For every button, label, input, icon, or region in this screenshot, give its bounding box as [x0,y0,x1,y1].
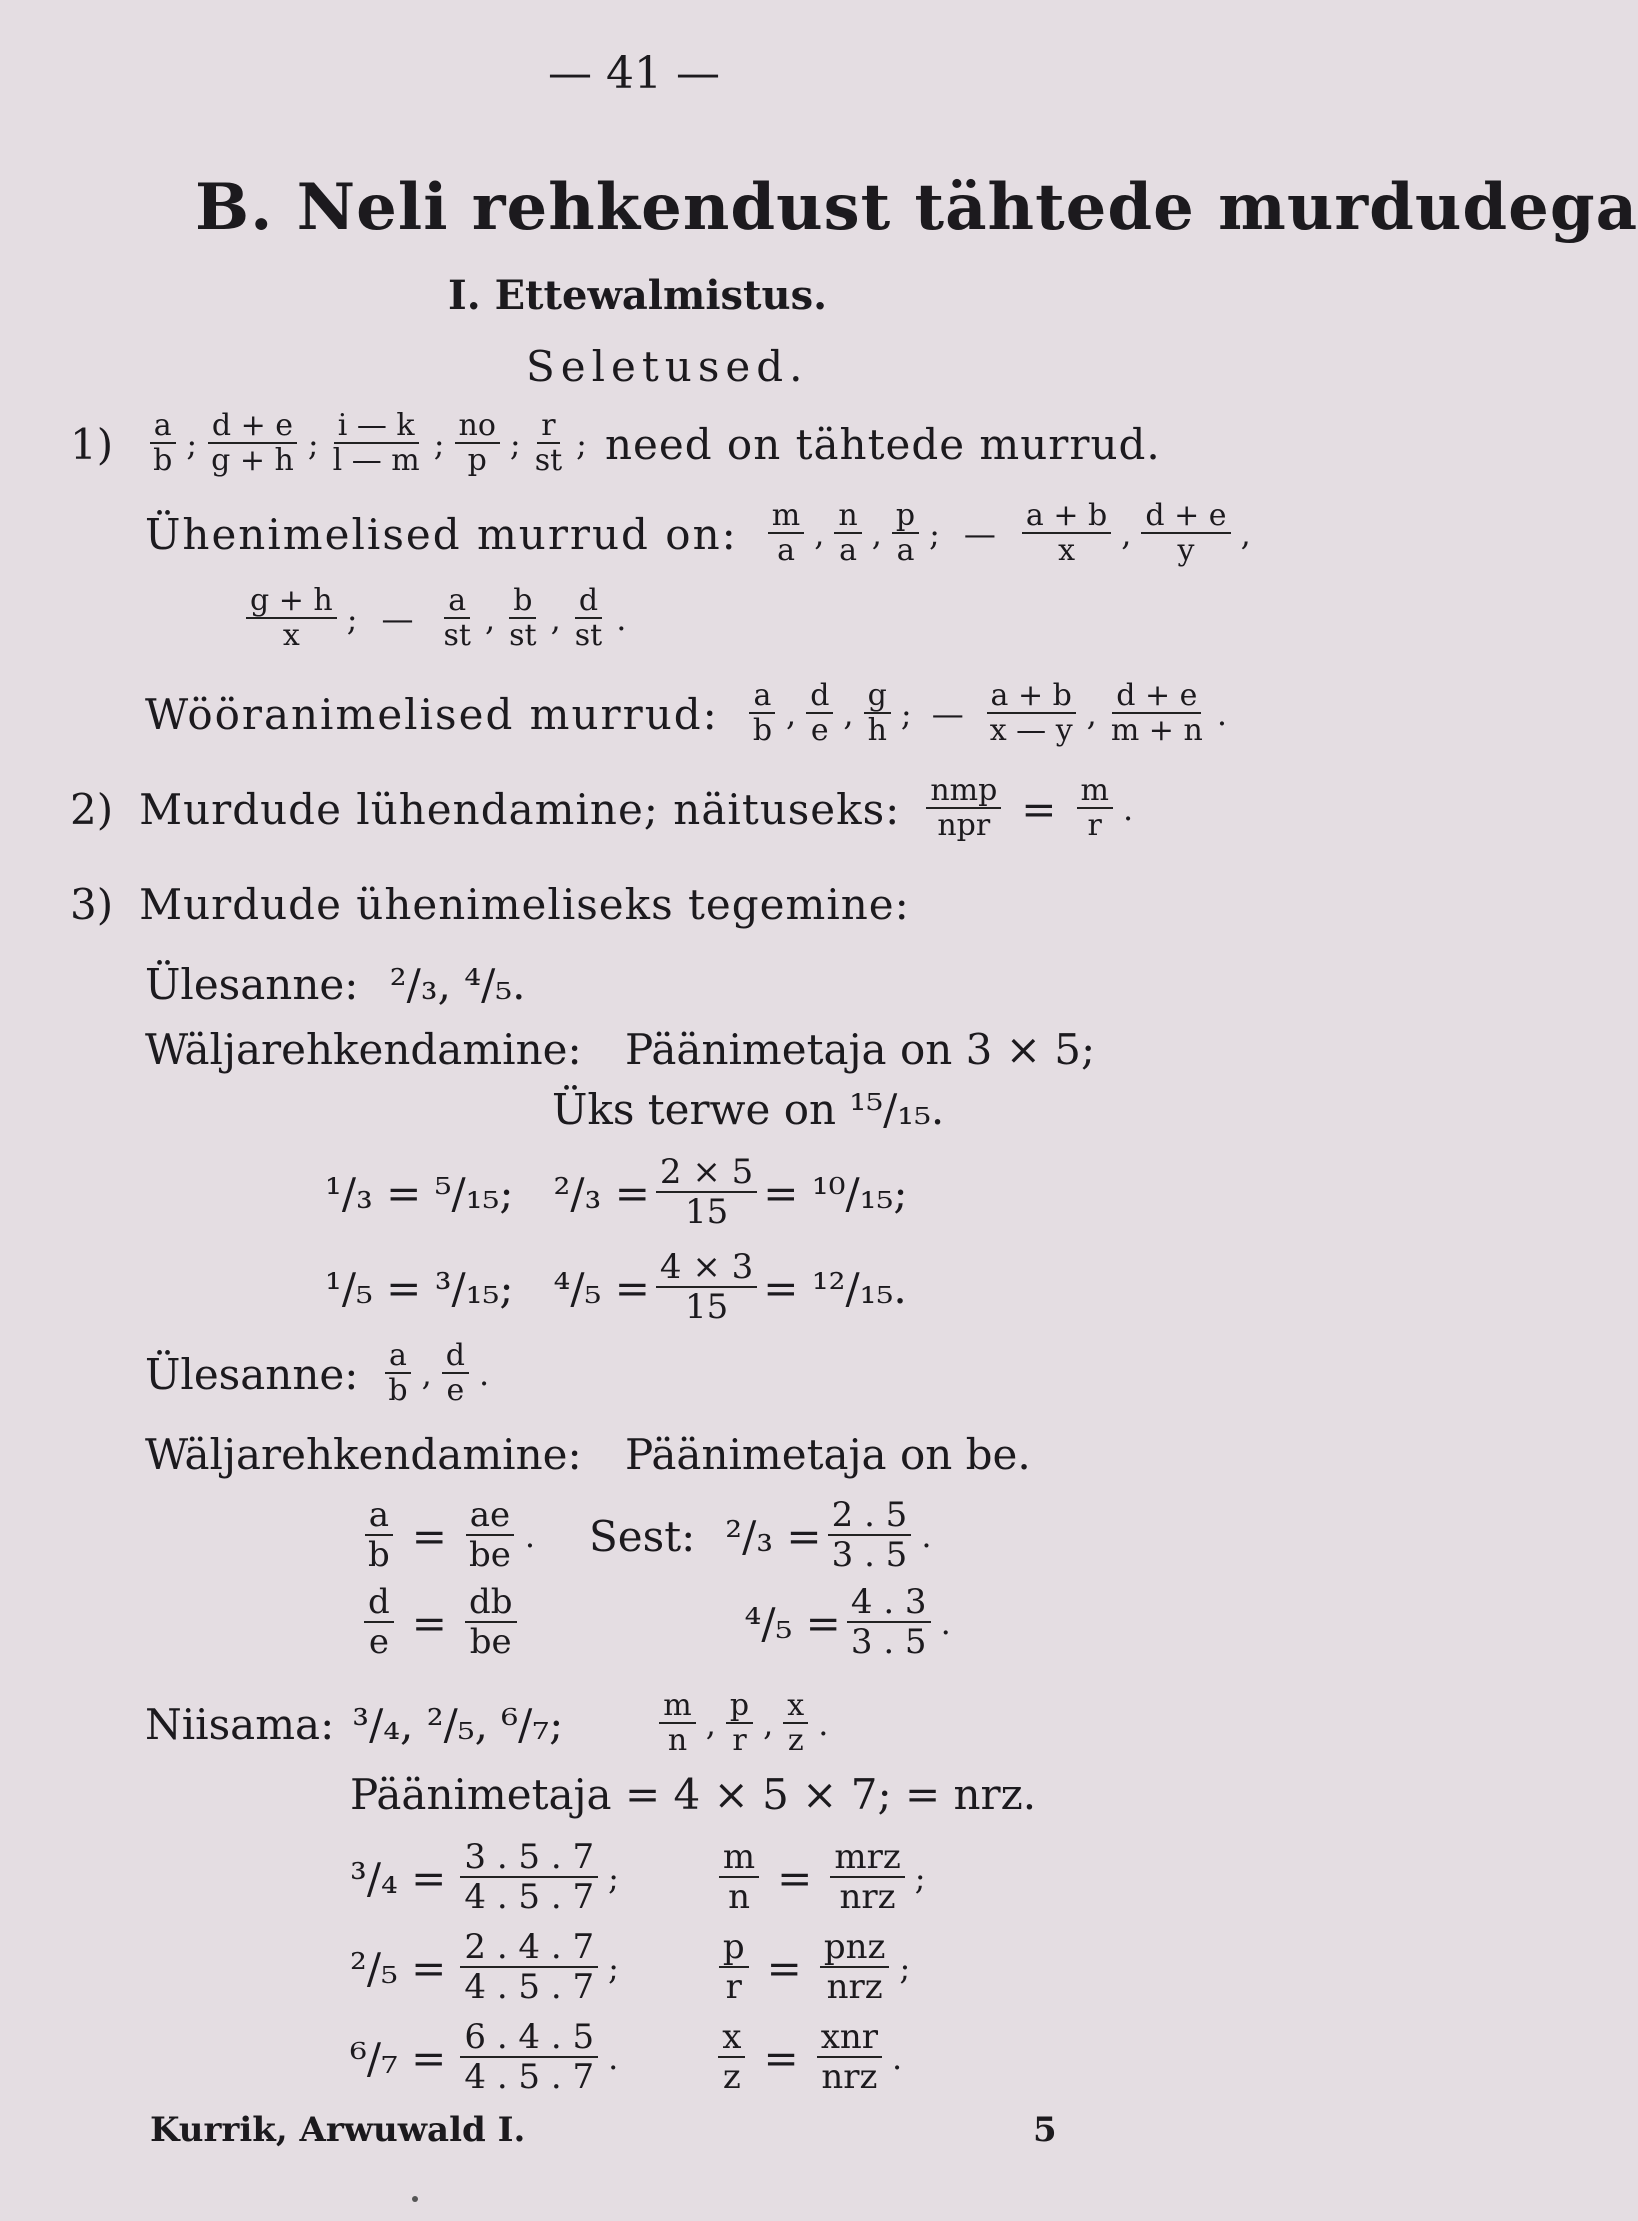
item-1-tail: need on tähtede murrud. [604,419,1161,469]
ex3-row-lhs: ²/₅ = [350,1943,447,1993]
fraction-denominator: h [867,712,887,748]
ex2-row-2: $\frac{d}{e}$ = $\frac{db}{be}$ ⁴/₅ = $\frac{4 . 3}{3 . 5}$ . [358,1585,955,1662]
fraction-numerator: n [834,500,861,534]
fraction [768,500,804,568]
fraction-numerator: a [444,585,470,619]
fraction-numerator: pnz [820,1930,890,1968]
footer-sheet-number: 5 [1033,2110,1057,2150]
fraction-numerator: d + e [1141,500,1230,534]
fraction-denominator: be [468,1534,511,1575]
fraction [364,1495,394,1575]
fraction-denominator: nrz [821,2056,878,2097]
fraction-denominator: x [1058,532,1076,568]
fraction-denominator: 15 [684,1191,729,1232]
ex3-label: Niisama: [145,1699,335,1749]
fraction-numerator: a + b [1022,500,1111,534]
fraction-numerator: d [442,1340,469,1374]
fraction-numerator: a + b [987,680,1076,714]
fraction-denominator: z [787,1722,804,1758]
uhenimelised-line-1: Ühenimelised murrud on: $\frac{m}{a}$ , $\frac{n}{a}$ , $\frac{p}{a}$ ; — $\frac{a + b}{x}$ , $\frac{d + e}{y}$ , [145,498,1251,568]
fraction-numerator: d + e [1112,680,1201,714]
fraction-numerator: 3 . 5 . 7 [460,1840,598,1878]
seletused-heading: Seletused. [526,342,809,391]
fraction-denominator: 3 . 5 [831,1534,908,1575]
fraction-numerator: nmp [926,775,1001,809]
fraction [656,1152,757,1232]
wooranimelised-label: Wööranimelised murrud: [145,689,719,739]
ex1-row1a: ¹/₃ = ⁵/₁₅; [325,1168,514,1218]
item-2-number: 2) [70,784,114,834]
ex1-row1d: = ¹⁰/₁₅; [763,1168,908,1218]
fraction-denominator: r [1087,807,1102,843]
ex2-task-line: Ülesanne: $\frac{a}{b}$ , $\frac{d}{e}$ . [145,1338,490,1408]
fraction-numerator: m [719,1840,759,1878]
ex2-expl-line [145,1430,1031,1479]
fraction-numerator: d [364,1585,394,1623]
fraction-denominator: st [509,617,537,653]
fraction-numerator: r [537,410,559,444]
item-3-line [70,880,910,929]
fraction [364,1582,394,1662]
fraction-numerator: g [864,680,891,714]
fraction-numerator: m [1077,775,1113,809]
fraction-denominator: 3 . 5 [850,1621,927,1662]
ex3-row-lhs: ³/₄ = [350,1853,447,1903]
fraction-denominator: st [443,617,471,653]
fraction-numerator: i — k [334,410,419,444]
fraction-denominator: b [153,442,173,478]
subsection-title: I. Ettewalmistus. [448,272,828,319]
fraction-denominator: l — m [332,442,420,478]
fraction [783,1690,808,1758]
ex2-s2lhs: ⁴/₅ = [744,1598,841,1648]
fraction-denominator: npr [937,807,991,843]
ex1-row2b: ⁴/₅ = [553,1263,650,1313]
fraction-denominator: st [534,442,563,478]
fraction-denominator: a [896,532,915,568]
item-1-number: 1) [70,419,114,469]
fraction [531,410,566,478]
fraction-denominator: 4 . 5 . 7 [464,2056,595,2097]
item-2-label: Murdude lühendamine; näituseks: [139,784,901,834]
fraction-denominator: x [282,617,300,653]
fraction-numerator: 4 . 3 [847,1585,931,1623]
fraction-denominator: st [574,617,603,653]
fraction [1107,680,1207,748]
ex3-task-line: Niisama: ³/₄, ²/₅, ⁶/₇; $\frac{m}{n}$ , $\frac{p}{r}$ , $\frac{x}{z}$ . [145,1688,829,1758]
ink-dot [412,2196,418,2202]
fraction [149,410,176,478]
fraction [864,680,891,748]
wooranimelised-line: Wööranimelised murrud: $\frac{a}{b}$ , $\frac{d}{e}$ , $\frac{g}{h}$ ; — $\frac{a + b}{x — y}$ , $\frac{d + e}{m + n}$ . [145,678,1227,748]
fraction-numerator: a [150,410,176,444]
ex2-label: Ülesanne: [145,1349,359,1399]
fraction-denominator: m + n [1110,712,1203,748]
fraction-denominator: nrz [826,1966,883,2007]
fraction [726,1690,753,1758]
fraction [656,1247,757,1327]
fraction [986,680,1077,748]
fraction [718,2017,745,2097]
fraction-numerator: a [385,1340,411,1374]
ex2-s1lhs: ²/₃ = [725,1511,822,1561]
fraction-denominator: x — y [989,712,1073,748]
fraction-numerator: ae [466,1498,514,1536]
fraction-denominator: b [388,1372,408,1408]
fraction-denominator: z [722,2056,741,2097]
fraction [719,1837,759,1917]
fraction [1022,500,1111,568]
fraction [384,1340,411,1408]
ex2-expl: Päänimetaja on be. [625,1430,1031,1479]
fraction-denominator: 15 [684,1286,729,1327]
ex1-row2a: ¹/₅ = ³/₁₅; [325,1263,514,1313]
fraction-numerator: x [718,2020,745,2058]
ex3-task: ³/₄, ²/₅, ⁶/₇; [352,1699,564,1749]
ex1-expl-1: Päänimetaja on 3 × 5; [625,1025,1096,1074]
fraction-denominator: b [368,1534,390,1575]
fraction [1077,775,1113,843]
fraction [828,1495,912,1575]
fraction-numerator: p [719,1930,749,1968]
fraction-denominator: be [469,1621,512,1662]
fraction-numerator: d + e [208,410,297,444]
fraction-numerator: 4 × 3 [656,1250,757,1288]
uhenimelised-label: Ühenimelised murrud on: [145,509,738,559]
fraction-numerator: 6 . 4 . 5 [460,2020,598,2058]
fraction [719,1927,749,2007]
fraction [820,1927,890,2007]
fraction [926,775,1001,843]
ex1-expl-line [145,1025,1095,1074]
ex1-row-2 [325,1247,907,1327]
ex2-expl-label: Wäljarehkendamine: [145,1430,582,1479]
ex3-row-lhs: ⁶/₇ = [350,2033,447,2083]
fraction-denominator: n [728,1876,750,1917]
fraction-denominator: a [839,532,858,568]
item-3-label: Murdude ühenimeliseks tegemine: [139,880,910,929]
fraction-numerator: m [768,500,804,534]
fraction-numerator: x [783,1690,808,1724]
fraction [460,1837,598,1917]
fraction [892,500,919,568]
ex3-paanimetaja: Päänimetaja = 4 × 5 × 7; = nrz. [350,1770,1037,1819]
ex1-label: Ülesanne: [145,960,359,1009]
ex3-row-3: ⁶/₇ = $\frac{6 . 4 . 5}{4 . 5 . 7}$ . $\frac{x}{z}$ = xnr nrz . [350,2017,903,2097]
fraction-numerator: 2 × 5 [656,1155,757,1193]
ex1-row1b: ²/₃ = [553,1168,650,1218]
fraction-denominator: e [446,1372,465,1408]
fraction [571,585,606,653]
ex2-row-1: $\frac{a}{b}$ = $\frac{ae}{be}$ . Sest: ²/₃ = $\frac{2 . 5}{3 . 5}$ . [358,1498,935,1575]
item-2-line: 2) Murdude lühendamine; näituseks: nmp npr = $\frac{m}{r}$ . [70,773,1134,843]
fraction-numerator: db [465,1585,517,1623]
fraction-denominator: 4 . 5 . 7 [464,1966,595,2007]
fraction-numerator: m [659,1690,695,1724]
uhenimelised-line-2: $\frac{g + h}{x}$ ; — $\frac{a}{st}$ , $\frac{b}{st}$ , $\frac{d}{st}$ . [240,585,630,653]
fraction-numerator: b [509,585,536,619]
fraction [847,1582,931,1662]
fraction [834,500,861,568]
fraction [749,680,776,748]
sest-label: Sest: [589,1511,696,1561]
fraction [505,585,540,653]
fraction-denominator: y [1177,532,1195,568]
fraction-numerator: no [455,410,500,444]
fraction-denominator: g + h [211,442,294,478]
fraction-numerator: 2 . 4 . 7 [460,1930,598,1968]
equals-sign: = [1021,784,1057,834]
fraction [455,410,500,478]
fraction-numerator: a [365,1498,393,1536]
item-1-line: 1) $\frac{a}{b}$ ; $\frac{d + e}{g + h}$ ; $\frac{i — k}{l — m}$ ; $\frac{no}{p}$ ; $\frac{r}{st}$ ; need on tähtede murrud. [70,408,1161,478]
section-title: B. Neli rehkendust tähtede murdudega [195,170,1638,245]
fraction [465,1582,517,1662]
fraction [806,680,833,748]
ex3-row-1: ³/₄ = $\frac{3 . 5 . 7}{4 . 5 . 7}$ ; $\frac{m}{n}$ = mrz nrz ; [350,1837,926,1917]
fraction-denominator: r [732,1722,747,1758]
page-number-header: — 41 — [548,48,720,99]
fraction [460,2017,598,2097]
fraction [207,410,298,478]
ex3-row-2: ²/₅ = $\frac{2 . 4 . 7}{4 . 5 . 7}$ ; $\frac{p}{r}$ = pnz nrz ; [350,1927,911,2007]
fraction-denominator: e [368,1621,389,1662]
fraction [460,1927,598,2007]
ex1-task-line [145,960,525,1009]
fraction [329,410,424,478]
fraction-denominator: 4 . 5 . 7 [464,1876,595,1917]
fraction-numerator: g + h [246,585,337,619]
fraction-numerator: p [726,1690,753,1724]
fraction-denominator: a [777,532,795,568]
fraction [830,1837,904,1917]
fraction-denominator: n [667,1722,688,1758]
fraction-denominator: nrz [839,1876,896,1917]
fraction [817,2017,882,2097]
fraction-numerator: d [806,680,833,714]
fraction-numerator: d [575,585,602,619]
fraction [465,1495,515,1575]
ex1-task: ²/₃, ⁴/₅. [389,960,526,1009]
item-3-number: 3) [70,880,114,929]
fraction-numerator: a [749,680,775,714]
fraction-numerator: xnr [817,2020,882,2058]
fraction [440,585,475,653]
ex1-row2d: = ¹²/₁₅. [763,1263,907,1313]
fraction [246,585,337,653]
fraction-numerator: p [892,500,919,534]
fraction-denominator: b [752,712,773,748]
fraction [1141,500,1230,568]
fraction [659,1690,695,1758]
fraction-denominator: e [810,712,829,748]
ex1-expl-2: Üks terwe on ¹⁵/₁₅. [552,1085,945,1134]
fraction-numerator: 2 . 5 [828,1498,912,1536]
ex1-row-1 [325,1152,908,1232]
footer-signature: Kurrik, Arwuwald I. [150,2110,526,2150]
fraction-numerator: mrz [830,1840,904,1878]
fraction [442,1340,469,1408]
fraction-denominator: r [725,1966,742,2007]
fraction-denominator: p [467,442,487,478]
ex1-expl-label: Wäljarehkendamine: [145,1025,582,1074]
